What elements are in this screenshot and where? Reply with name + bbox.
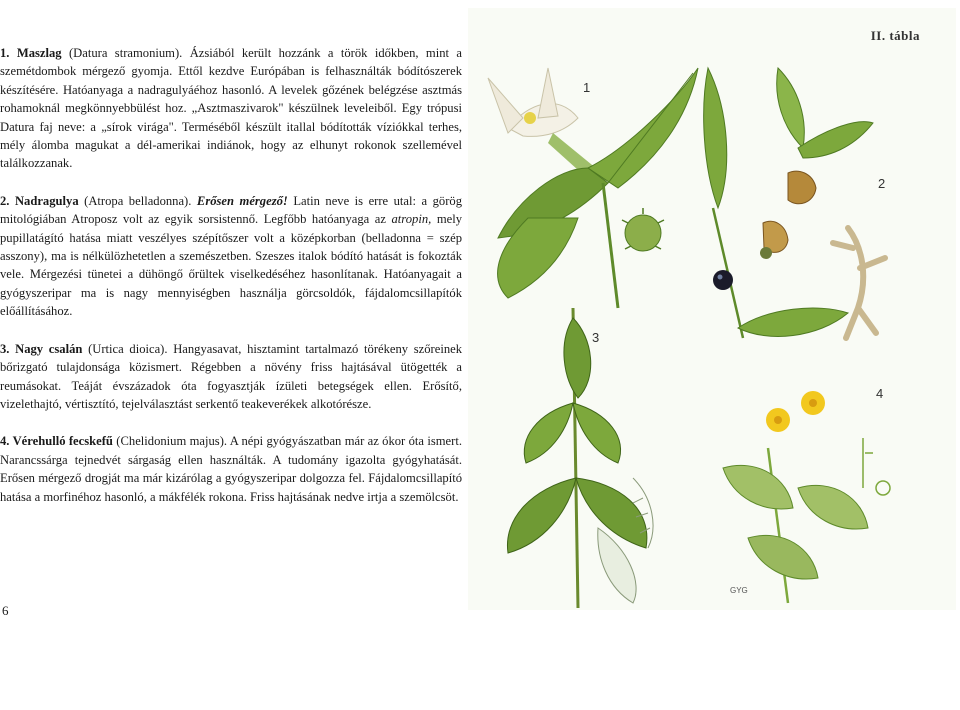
nettle-illustration [507, 308, 653, 608]
entry-latin: (Datura stramonium). [68, 46, 183, 60]
entry-body: mely pupillatágító hatása miatt veszélyes szépítőszer volt a középkorban (belladonna = szép asszony), ma is nélkülözhetetlen a szemészetben. Szeszes italok bódító hatását is fokozták vele. Mérgezési tünetei a dühöngő őrültek viselkedéséhez hasonlítanak. Hatóanyagait a gyógyszeripar ma is nagy mennyiségben használja görcsoldók, fájdalomcsillapítók előállításához. [0, 212, 463, 319]
entry-body: Ázsiából került hozzánk a török időkben, mint a szemétdombok mérgező gyomja. Ettől kezdve Európában is felhasználták bódítószerek készítésére. Hatóanyaga a nadragulyáéhoz hasonló. A levelek gőzének belégzése asztmás rohamoknál megkönnyebbülést hoz. „Asztmaszivarok" készülnek leveleiből. Egy trópusi Datura faj neve: a „sírok virága". Terméséből készült itallal bódították víziókkal terhes, mély álomba magukat a dél-amerikai indiánok, hogy az elhunyt rokonok szellemével találkozzanak. [0, 46, 462, 171]
plate-credit: GYG [730, 586, 748, 595]
text-column [0, 44, 462, 525]
datura-illustration [488, 68, 698, 308]
plate-number-4: 4 [876, 386, 884, 401]
entry-warning: Erősen mérgező! [196, 193, 288, 208]
plate-number-3: 3 [592, 330, 600, 345]
belladonna-illustration [704, 68, 885, 338]
entry-latin: (Urtica dioica). [88, 341, 168, 356]
plate-illustration [468, 8, 956, 610]
entry-italic-term: atropin, [391, 212, 432, 227]
botanical-plate [468, 8, 956, 610]
entry-heading: 2. Nadragulya [0, 193, 79, 208]
entry-latin: (Chelidonium majus). [116, 434, 228, 449]
plate-number-1: 1 [583, 80, 591, 95]
entry-body: Latin neve is erre utal: a görög mitológiában Atroposz volt az egyik sorsistennő. Legfőbb hatóanyaga az [0, 193, 463, 227]
celandine-illustration [723, 391, 890, 603]
plate-number-2: 2 [878, 176, 886, 191]
entry-verehullo-fecskefu [0, 432, 462, 506]
page-number: 6 [2, 603, 9, 618]
entry-heading: 1. Maszlag [0, 46, 62, 60]
entry-nagy-csalan [0, 340, 462, 414]
entry-heading: 4. Vérehulló fecskefű [0, 434, 113, 449]
entry-nadragulya [0, 192, 462, 321]
entry-body: Hangyasavat, hisztamint tartalmazó törékeny szőreinek bőrizgató tulajdonsága közismert. Régebben a növény friss hajtásával ütögették a reumásokat. Teáját évszázadok óta fogyasztják ízületi betegségek ellen. Erősítő, vizelethajtó, vértisztító, tejelválasztást serkentő teakeverékek alkotórésze. [0, 341, 463, 411]
entry-heading: 3. Nagy csalán [0, 341, 83, 356]
plate-title: II. tábla [870, 28, 920, 43]
entry-maszlag [0, 44, 462, 173]
entry-latin: (Atropa belladonna). [84, 193, 192, 208]
entry-body: A népi gyógyászatban már az ókor óta ismert. Narancssárga tejnedvét sárgaság ellen használták. A tudomány igazolta gyógyhatását. Erősen mérgező drogját ma már kizárólag a gyógyszeripar dolgozza fel. Fájdalomcsillapító hatása a morfinéhoz hasonló, a mákfélék rokona. Friss hajtásának nedve irtja a szemölcsöt. [0, 434, 462, 504]
